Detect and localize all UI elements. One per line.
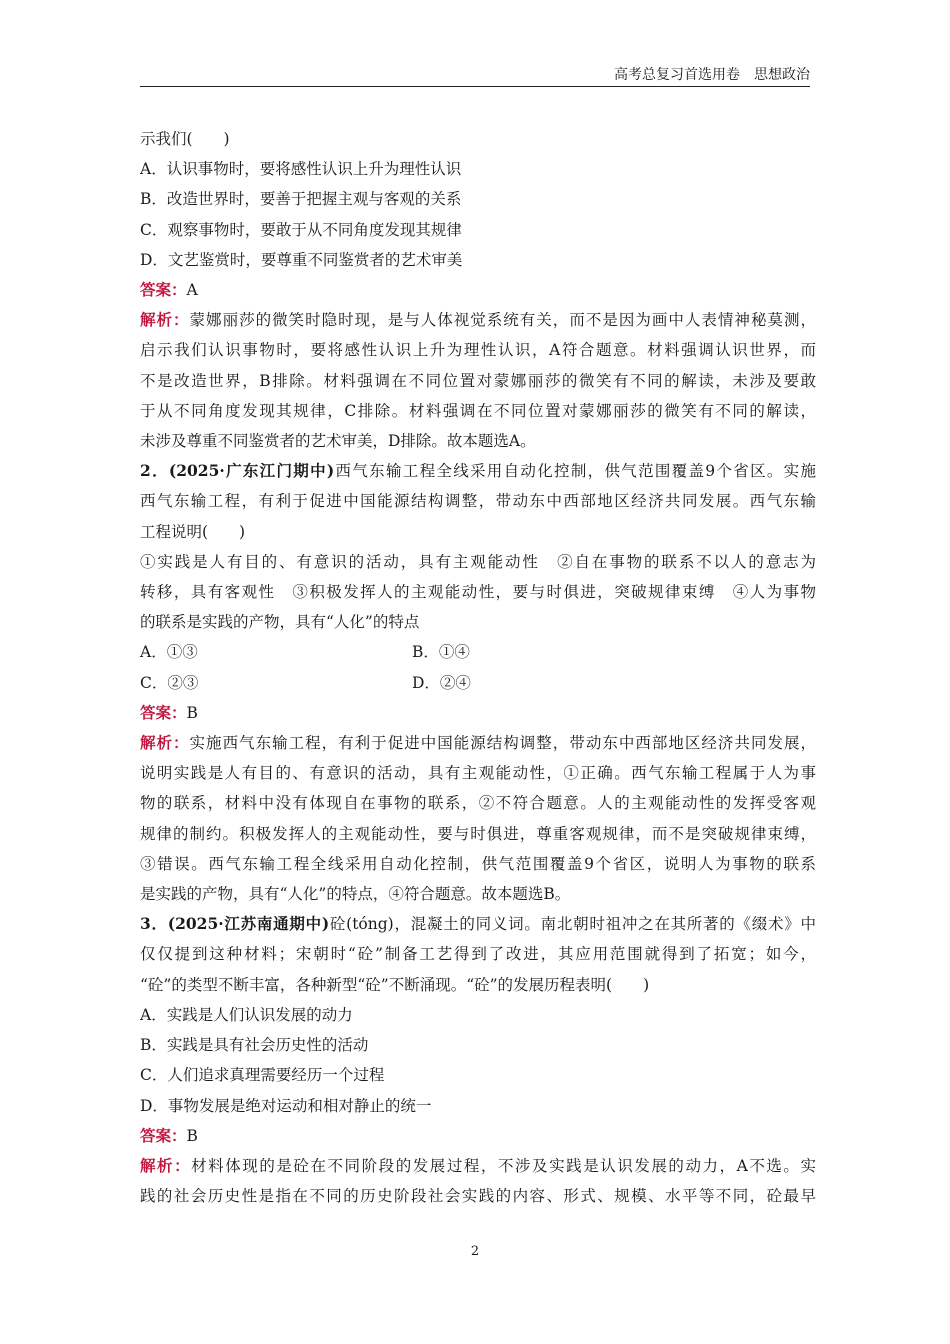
q3-answer [140, 1121, 816, 1151]
q1-option-d: D．文艺鉴赏时，要尊重不同鉴赏者的艺术审美 [140, 250, 463, 269]
q2-analysis-line-3: 物的联系，材料中没有体现自在事物的联系，②不符合题意。人的主观能动性的发挥受客观 [140, 794, 816, 813]
q2-analysis-line-6: 是实践的产物，具有“人化”的特点，④符合题意。故本题选B。 [140, 885, 571, 904]
q2-answer-value: B [186, 703, 198, 722]
q3-analysis-text-1: 材料体现的是砼在不同阶段的发展过程，不涉及实践是认识发展的动力，A不选。实 [191, 1156, 816, 1175]
q3-source: 3．(2025·江苏南通期中) [140, 914, 330, 934]
page-number: 2 [470, 1244, 480, 1259]
q1-analysis-line-2: 启示我们认识事物时，要将感性认识上升为理性认识，A符合题意。材料强调认识世界，而 [140, 341, 816, 360]
q1-analysis-line-5: 未涉及尊重不同鉴赏者的艺术审美，D排除。故本题选A。 [140, 432, 536, 451]
q1-analysis-text-1: 蒙娜丽莎的微笑时隐时现，是与人体视觉系统有关，而不是因为画中人表情神秘莫测， [189, 311, 816, 330]
q2-options-row-2 [140, 668, 816, 698]
q2-statement-line-1: ①实践是人有目的、有意识的活动，具有主观能动性 ②自在事物的联系不以人的意志为 [140, 552, 816, 571]
q2-statement-line-3: 的联系是实践的产物，具有“人化”的特点 [140, 613, 420, 632]
q3-option-d: D．事物发展是绝对运动和相对静止的统一 [140, 1096, 432, 1115]
q2-option-b: B．①④ [412, 643, 470, 662]
q3-analysis-line-1 [140, 1151, 816, 1181]
q2-option-a: A．①③ [140, 643, 198, 662]
q1-option-b: B．改造世界时，要善于把握主观与客观的关系 [140, 190, 462, 209]
q3-answer-value: B [186, 1126, 198, 1145]
q2-answer [140, 698, 816, 728]
q2-stem-text-1: 西气东输工程全线采用自动化控制，供气范围覆盖9个省区。实施 [334, 462, 816, 481]
q2-analysis-line-5: ③错误。西气东输工程全线采用自动化控制，供气范围覆盖9个省区，说明人为事物的联系 [140, 854, 816, 873]
page-header [140, 66, 810, 87]
q3-analysis-line-2: 践的社会历史性是指在不同的历史阶段社会实践的内容、形式、规模、水平等不同，砼最早 [140, 1187, 816, 1206]
q2-option-d: D．②④ [412, 673, 471, 692]
q2-options-row-1 [140, 637, 816, 667]
q3-stem-line-3: “砼”的类型不断丰富，各种新型“砼”不断涌现。“砼”的发展历程表明( ) [140, 975, 650, 994]
q1-option-a: A．认识事物时，要将感性认识上升为理性认识 [140, 160, 462, 179]
q2-statement-line-2: 转移，具有客观性 ③积极发挥人的主观能动性，要与时俱进，突破规律束缚 ④人为事物 [140, 583, 816, 602]
q2-option-c: C．②③ [140, 673, 199, 692]
page-content [140, 124, 816, 1211]
q1-analysis-line-3: 不是改造世界，B排除。材料强调在不同位置对蒙娜丽莎的微笑有不同的解读，未涉及要敢 [140, 371, 816, 390]
q1-option-c: C．观察事物时，要敢于从不同角度发现其规律 [140, 220, 462, 239]
q1-analysis-line-4: 于从不同角度发现其规律，C排除。材料强调在不同位置对蒙娜丽莎的微笑有不同的解读， [140, 401, 816, 420]
q3-option-a: A．实践是人们认识发展的动力 [140, 1005, 353, 1024]
q1-answer [140, 275, 816, 305]
q2-answer-label: 答案： [140, 702, 187, 722]
q1-analysis-line-1 [140, 305, 816, 335]
q2-analysis-label: 解析： [140, 733, 190, 753]
q1-answer-label: 答案： [140, 280, 187, 300]
q3-option-c: C．人们追求真理需要经历一个过程 [140, 1066, 385, 1085]
q2-stem-line-2: 西气东输工程，有利于促进中国能源结构调整，带动东中西部地区经济共同发展。西气东输 [140, 492, 816, 511]
q1-answer-value: A [186, 281, 198, 300]
q2-analysis-line-2: 说明实践是人有目的、有意识的活动，具有主观能动性，①正确。西气东输工程属于人为事 [140, 764, 816, 783]
header-title: 高考总复习首选用卷 思想政治 [614, 67, 810, 83]
q2-analysis-line-1 [140, 728, 816, 758]
q1-analysis-label: 解析： [140, 310, 190, 330]
q3-stem-line-2: 仅仅提到这种材料；宋朝时“砼”制备工艺得到了改进，其应用范围就得到了拓宽；如今， [140, 945, 816, 964]
q3-option-b: B．实践是具有社会历史性的活动 [140, 1036, 369, 1055]
q1-stem-tail: 示我们( ) [140, 130, 230, 148]
q3-answer-label: 答案： [140, 1125, 187, 1145]
q3-stem-line-1 [140, 909, 816, 939]
q2-stem-line-3: 工程说明( ) [140, 522, 246, 541]
q3-stem-text-1: 砼(tóng)，混凝土的同义词。南北朝时祖冲之在其所著的《缀术》中 [329, 915, 816, 934]
q2-analysis-line-4: 规律的制约。积极发挥人的主观能动性，要与时俱进，尊重客观规律，而不是突破规律束缚， [140, 824, 816, 843]
q2-stem-line-1 [140, 456, 816, 486]
q2-source: 2．(2025·广东江门期中) [140, 461, 335, 481]
q3-analysis-label: 解析： [140, 1155, 192, 1175]
q2-analysis-text-1: 实施西气东输工程，有利于促进中国能源结构调整，带动东中西部地区经济共同发展， [189, 734, 816, 753]
